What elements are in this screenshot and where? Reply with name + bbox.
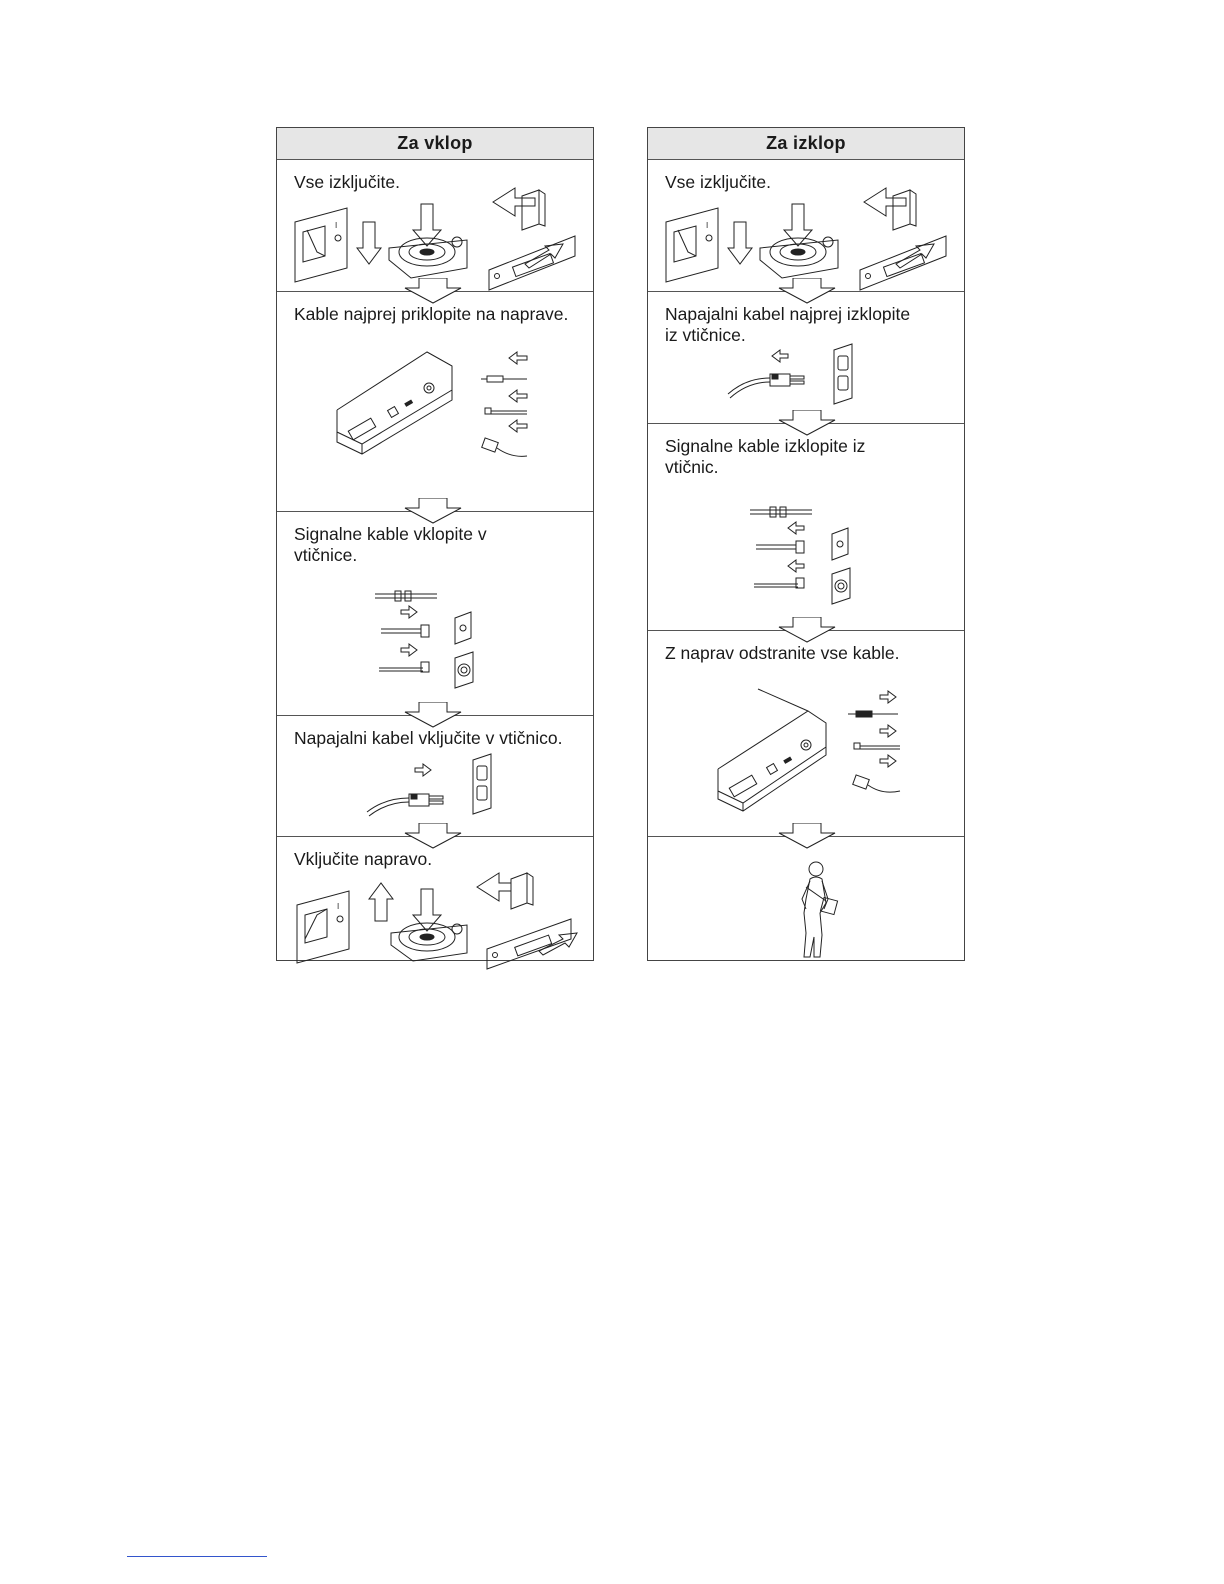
step-text: Napajalni kabel najprej izklopite iz vtičnice.: [665, 304, 911, 345]
power-off-step-2: [648, 291, 964, 424]
down-flow-arrow-icon: [403, 823, 463, 849]
power-off-all-icon: [277, 160, 595, 292]
step-text: Vse izključite.: [294, 172, 401, 192]
svg-text:I: I: [706, 221, 709, 230]
power-on-step-3: [277, 511, 593, 716]
footnote-separator: [127, 1556, 267, 1557]
down-flow-arrow-icon: [777, 617, 837, 643]
down-flow-arrow-icon: [403, 498, 463, 524]
power-off-step-1: [648, 159, 964, 292]
power-off-panel: [647, 127, 965, 961]
power-off-step-4: [648, 630, 964, 837]
step-text: Napajalni kabel vključite v vtičnico.: [294, 728, 563, 748]
power-on-device-icon: [277, 837, 595, 961]
step-text: Signalne kable izklopite iz vtičnic.: [665, 436, 866, 477]
step-text: Z naprav odstranite vse kable.: [665, 643, 900, 663]
power-cord-unplug-icon: [648, 292, 966, 424]
person-walking-icon: [648, 837, 966, 961]
power-on-step-2: [277, 291, 593, 512]
down-flow-arrow-icon: [777, 823, 837, 849]
signal-cables-unplug-icon: [648, 424, 966, 631]
power-on-step-4: [277, 715, 593, 837]
step-text: Signalne kable vklopite v vtičnice.: [294, 524, 487, 565]
signal-cables-icon: [277, 512, 595, 716]
power-off-title: Za izklop: [648, 128, 964, 160]
power-off-all-icon: [648, 160, 966, 292]
power-cord-plug-icon: [277, 716, 595, 837]
down-flow-arrow-icon: [403, 702, 463, 728]
power-on-panel: [276, 127, 594, 961]
power-on-step-1: [277, 159, 593, 292]
down-flow-arrow-icon: [403, 278, 463, 304]
down-flow-arrow-icon: [777, 410, 837, 436]
down-flow-arrow-icon: [777, 278, 837, 304]
power-off-step-3: [648, 423, 964, 631]
power-on-title: Za vklop: [277, 128, 593, 160]
laptop-ports-icon: [277, 292, 595, 512]
svg-text:I: I: [335, 221, 338, 230]
svg-text:I: I: [337, 902, 340, 911]
step-text: Kable najprej priklopite na naprave.: [294, 304, 569, 324]
power-on-step-5: [277, 836, 593, 961]
power-off-step-5: [648, 836, 964, 961]
step-text: Vključite napravo.: [294, 849, 433, 869]
laptop-remove-cables-icon: [648, 631, 966, 837]
step-text: Vse izključite.: [665, 172, 772, 192]
